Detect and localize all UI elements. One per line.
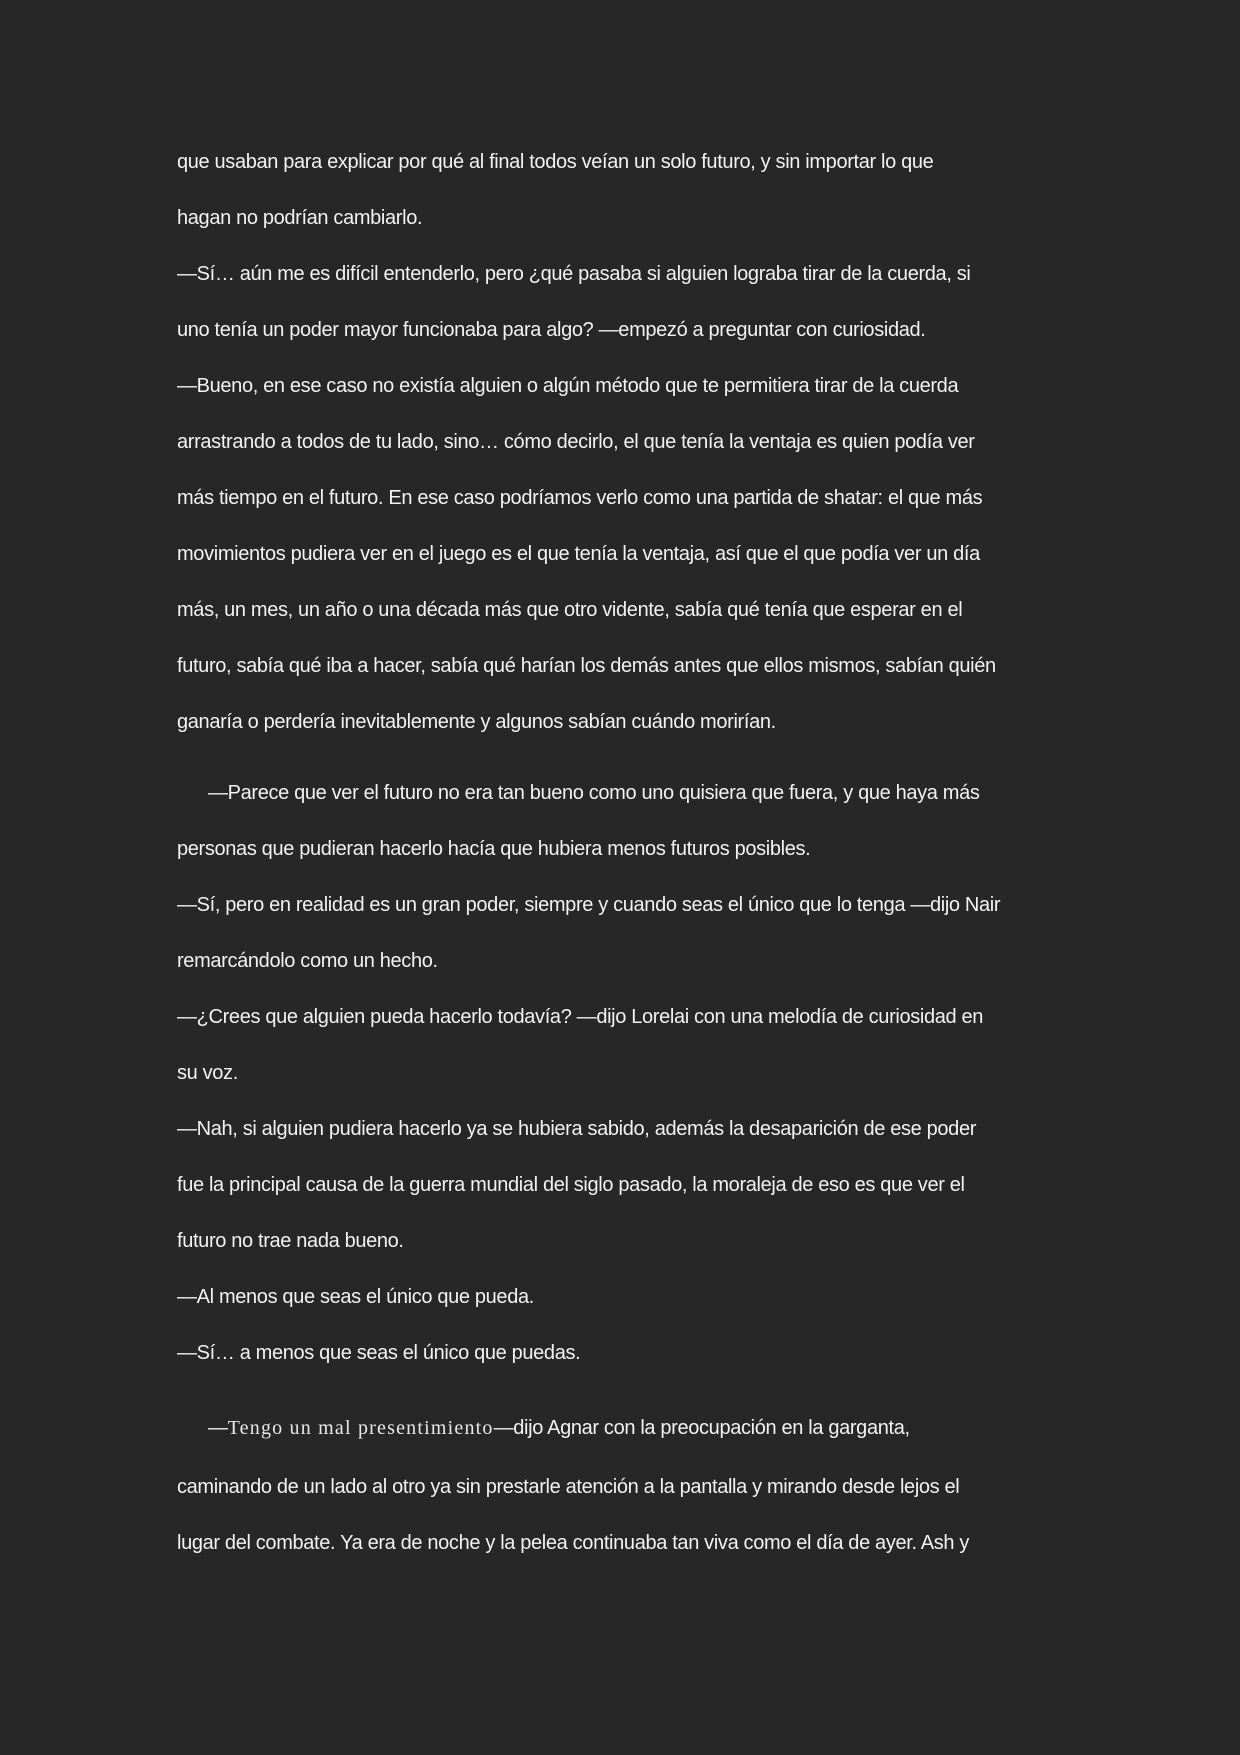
paragraph-line: —Bueno, en ese caso no existía alguien o algún método que te permitiera tirar de la cuerda (177, 375, 959, 397)
paragraph-line: —Sí, pero en realidad es un gran poder, siempre y cuando seas el único que lo tenga —dijo Nair (177, 894, 1001, 916)
dialogue-tag: —dijo Agnar con la preocupación en la garganta, (493, 1417, 910, 1439)
paragraph-line: más, un mes, un año o una década más que otro vidente, sabía qué tenía que esperar en el (177, 599, 963, 621)
paragraph-line: —Nah, si alguien pudiera hacerlo ya se hubiera sabido, además la desaparición de ese poder (177, 1118, 977, 1140)
dialogue-quote: Tengo un mal presentimiento (227, 1417, 494, 1439)
paragraph-line: fue la principal causa de la guerra mundial del siglo pasado, la moraleja de eso es que ver el (177, 1174, 965, 1196)
paragraph-line: —Sí… a menos que seas el único que puedas. (177, 1342, 581, 1364)
paragraph-line: personas que pudieran hacerlo hacía que hubiera menos futuros posibles. (177, 838, 811, 860)
paragraph-line: ganaría o perdería inevitablemente y algunos sabían cuándo morirían. (177, 711, 776, 733)
paragraph-line: futuro no trae nada bueno. (177, 1230, 404, 1252)
paragraph-line: uno tenía un poder mayor funcionaba para algo? —empezó a preguntar con curiosidad. (177, 319, 926, 341)
paragraph-line: caminando de un lado al otro ya sin prestarle atención a la pantalla y mirando desde lejos el (177, 1476, 960, 1498)
paragraph-line: su voz. (177, 1062, 238, 1084)
paragraph-line: arrastrando a todos de tu lado, sino… cómo decirlo, el que tenía la ventaja es quien podía ver (177, 431, 975, 453)
paragraph-line: —Sí… aún me es difícil entenderlo, pero ¿qué pasaba si alguien lograba tirar de la cuerda, si (177, 263, 971, 285)
paragraph-line: lugar del combate. Ya era de noche y la pelea continuaba tan viva como el día de ayer. Ash y (177, 1532, 970, 1554)
paragraph-line: —Parece que ver el futuro no era tan bueno como uno quisiera que fuera, y que haya más (208, 782, 980, 804)
paragraph-line: movimientos pudiera ver en el juego es el que tenía la ventaja, así que el que podía ver un día (177, 543, 980, 565)
paragraph-line: —¿Crees que alguien pueda hacerlo todavía? —dijo Lorelai con una melodía de curiosidad en (177, 1006, 984, 1028)
paragraph-line (208, 1414, 910, 1442)
paragraph-line: hagan no podrían cambiarlo. (177, 207, 423, 229)
paragraph-line: —Al menos que seas el único que pueda. (177, 1286, 534, 1308)
paragraph-line: que usaban para explicar por qué al final todos veían un solo futuro, y sin importar lo que (177, 151, 934, 173)
paragraph-line: remarcándolo como un hecho. (177, 950, 438, 972)
paragraph-line: futuro, sabía qué iba a hacer, sabía qué harían los demás antes que ellos mismos, sabían quién (177, 655, 996, 677)
paragraph-line: más tiempo en el futuro. En ese caso podríamos verlo como una partida de shatar: el que más (177, 487, 983, 509)
dialogue-dash: — (208, 1417, 228, 1439)
